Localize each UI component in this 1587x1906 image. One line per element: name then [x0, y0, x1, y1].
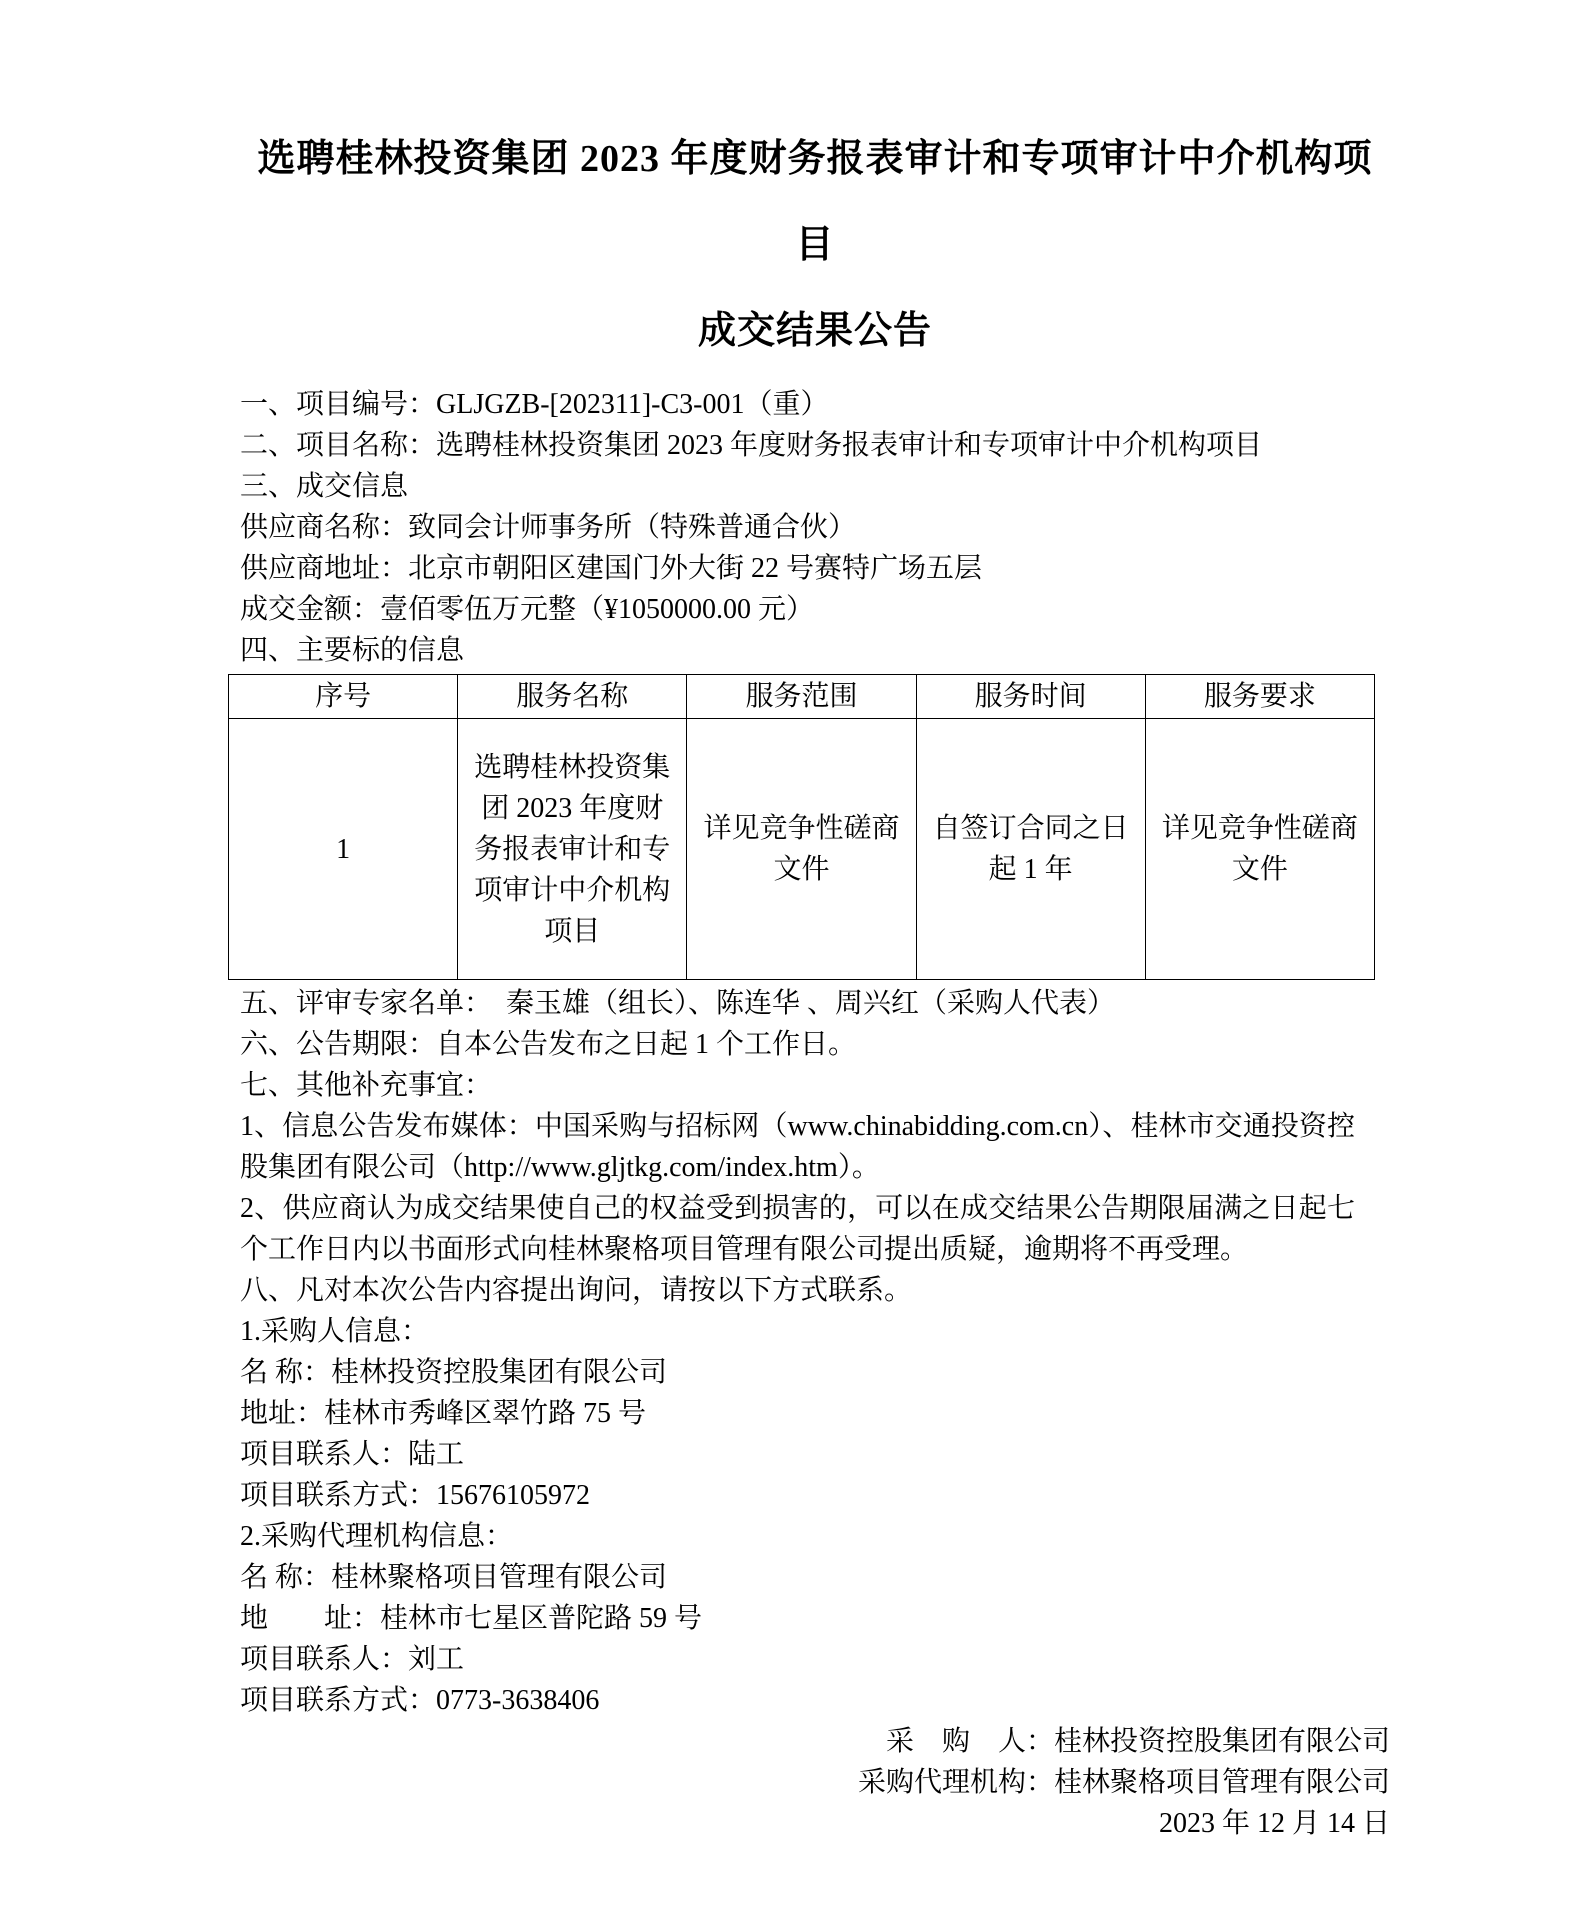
purchaser-name-line: 名 称：桂林投资控股集团有限公司 [240, 1357, 668, 1388]
document-title-line-1: 选聘桂林投资集团 2023 年度财务报表审计和专项审计中介机构项目 [257, 138, 1373, 266]
subject-info-heading: 四、主要标的信息 [240, 635, 465, 666]
table-header-service-requirement: 服务要求 [1145, 675, 1374, 719]
agency-contact-line: 项目联系人：刘工 [240, 1644, 465, 1675]
agency-phone-line: 项目联系方式：0773-3638406 [240, 1685, 600, 1716]
cell-service-requirement: 详见竞争性磋商文件 [1145, 719, 1374, 980]
other-matters-heading: 七、其他补充事宜： [240, 1070, 493, 1101]
table-header-service-scope: 服务范围 [687, 675, 916, 719]
cell-service-name: 选聘桂林投资集团 2023 年度财务报表审计和专项审计中介机构项目 [458, 719, 687, 980]
purchaser-info-heading: 1.采购人信息： [240, 1316, 430, 1347]
media-paragraph: 1、信息公告发布媒体：中国采购与招标网（www.chinabidding.com.cn）、桂林市交通投资控股集团有限公司（http://www.gljtkg.com/index.htm）。 [240, 1111, 1355, 1183]
agency-info-heading: 2.采购代理机构信息： [240, 1521, 514, 1552]
signature-date-line: 2023 年 12 月 14 日 [1158, 1808, 1390, 1839]
purchaser-contact-line: 项目联系人：陆工 [240, 1439, 465, 1470]
signature-agency-line: 采购代理机构：桂林聚格项目管理有限公司 [857, 1767, 1390, 1798]
document-title-line-2: 成交结果公告 [697, 310, 932, 352]
cell-service-time: 自签订合同之日起 1 年 [916, 719, 1145, 980]
subject-info-table [228, 674, 1375, 980]
cell-serial-no: 1 [229, 719, 458, 980]
document-title [240, 116, 1390, 374]
cell-service-scope: 详见竞争性磋商文件 [687, 719, 916, 980]
agency-address-line: 地 址：桂林市七星区普陀路 59 号 [240, 1603, 703, 1634]
award-info-heading: 三、成交信息 [240, 471, 409, 502]
signature-purchaser-line: 采 购 人：桂林投资控股集团有限公司 [885, 1726, 1390, 1757]
subject-table-header-row [229, 675, 1375, 719]
supplier-address-line: 供应商地址：北京市朝阳区建国门外大街 22 号赛特广场五层 [240, 553, 983, 584]
contact-heading: 八、凡对本次公告内容提出询问，请按以下方式联系。 [240, 1275, 913, 1306]
table-header-service-time: 服务时间 [916, 675, 1145, 719]
notice-period-line: 六、公告期限：自本公告发布之日起 1 个工作日。 [240, 1029, 857, 1060]
table-header-service-name: 服务名称 [458, 675, 687, 719]
expert-list-line: 五、评审专家名单： 秦玉雄（组长）、陈连华 、周兴红（采购人代表） [240, 988, 1116, 1019]
signature-block [240, 1721, 1390, 1844]
award-amount-line: 成交金额：壹佰零伍万元整（¥1050000.00 元） [240, 594, 815, 625]
objection-paragraph: 2、供应商认为成交结果使自己的权益受到损害的，可以在成交结果公告期限届满之日起七个工作日内以书面形式向桂林聚格项目管理有限公司提出质疑，逾期将不再受理。 [240, 1193, 1355, 1265]
agency-name-line: 名 称：桂林聚格项目管理有限公司 [240, 1562, 668, 1593]
project-number-line: 一、项目编号：GLJGZB-[202311]-C3-001（重） [240, 389, 829, 420]
supplier-name-line: 供应商名称：致同会计师事务所（特殊普通合伙） [240, 512, 857, 543]
project-name-line: 二、项目名称：选聘桂林投资集团 2023 年度财务报表审计和专项审计中介机构项目 [240, 430, 1263, 461]
table-header-serial-no: 序号 [229, 675, 458, 719]
table-row [229, 719, 1375, 980]
purchaser-phone-line: 项目联系方式：15676105972 [240, 1480, 591, 1511]
purchaser-address-line: 地址：桂林市秀峰区翠竹路 75 号 [240, 1398, 647, 1429]
document-body [240, 384, 1390, 1844]
